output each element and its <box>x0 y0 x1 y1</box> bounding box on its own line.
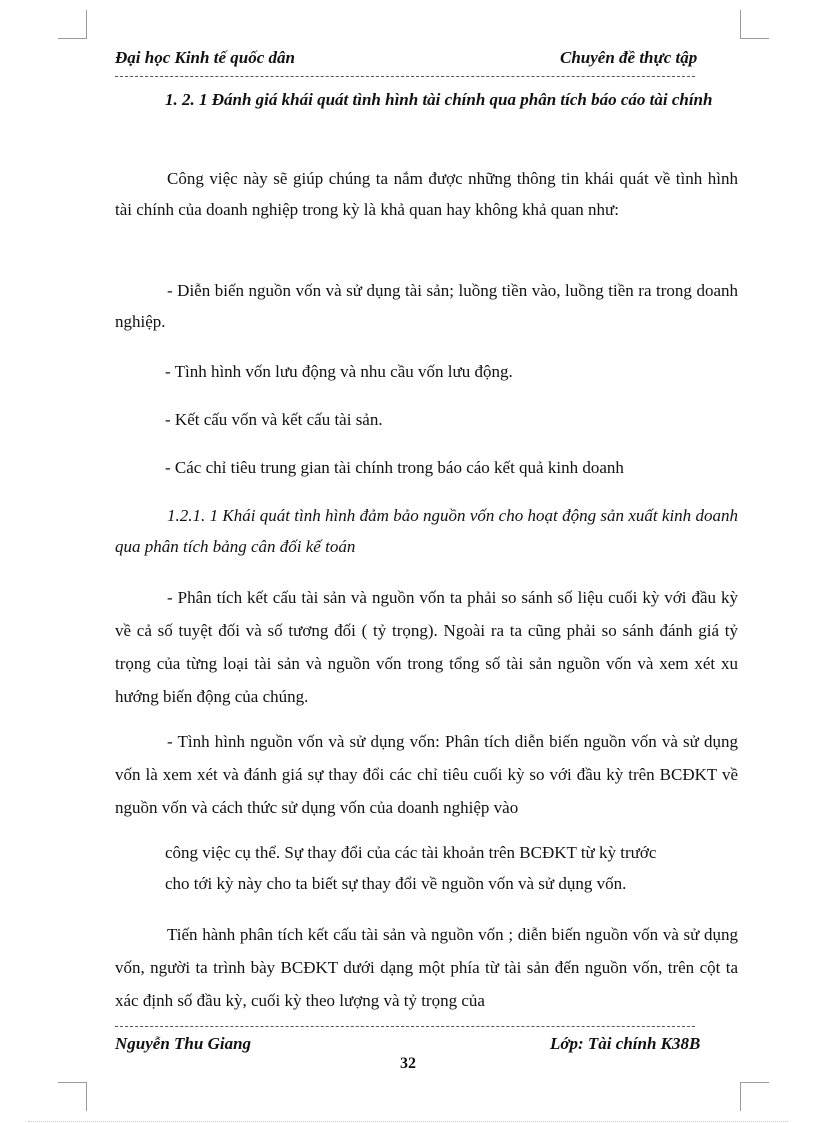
bullet-working-capital: - Tình hình vốn lưu động và nhu cầu vốn lưu động. <box>165 362 513 381</box>
page-number: 32 <box>400 1055 416 1072</box>
crop-mark-bottom-left <box>58 1082 87 1111</box>
paragraph-account-changes-line1: công việc cụ thể. Sự thay đổi của các tài khoản trên BCĐKT từ kỳ trước <box>165 843 657 862</box>
header-university: Đại học Kinh tế quốc dân <box>115 48 295 67</box>
intro-paragraph: Công việc này sẽ giúp chúng ta nắm được những thông tin khái quát về tình hình tài chính của doanh nghiệp trong kỳ là khả quan hay không khả quan như: <box>115 169 738 219</box>
bullet-structure: - Kết cấu vốn và kết cấu tài sản. <box>165 410 383 429</box>
footer-class: Lớp: Tài chính K38B <box>550 1034 701 1053</box>
header-document-type: Chuyên đề thực tập <box>560 48 698 67</box>
paragraph-structure-analysis: - Phân tích kết cấu tài sản và nguồn vốn ta phải so sánh số liệu cuối kỳ với đầu kỳ về cả số tuyệt đối và số tương đối ( tỷ trọng). Ngoài ra ta cũng phải so sánh đánh giá tỷ trọng của từng loại tài sản và nguồn vốn trong tổng số tài sản nguồn vốn và xem xét xu hướng biến động của chúng. <box>115 588 738 706</box>
crop-mark-top-left <box>58 10 87 39</box>
bullet-intermediate-indicators: - Các chỉ tiêu trung gian tài chính trong báo cáo kết quả kinh doanh <box>165 458 624 477</box>
bullet-cash-flow: - Diễn biến nguồn vốn và sử dụng tài sản; luồng tiền vào, luồng tiền ra trong doanh nghiệp. <box>115 281 738 331</box>
crop-mark-bottom-right <box>740 1082 769 1111</box>
page-edge-dotted-line <box>28 1121 788 1122</box>
footer-author: Nguyễn Thu Giang <box>115 1034 252 1053</box>
paragraph-capital-usage: - Tình hình nguồn vốn và sử dụng vốn: Phân tích diễn biến nguồn vốn và sử dụng vốn là xem xét và đánh giá sự thay đổi các chỉ tiêu cuối kỳ so với đầu kỳ trên BCĐKT về nguồn vốn và cách thức sử dụng vốn của doanh nghiệp vào <box>115 732 738 817</box>
crop-mark-top-right <box>740 10 769 39</box>
section-heading: 1. 2. 1 Đánh giá khái quát tình hình tài chính qua phân tích báo cáo tài chính <box>165 90 713 109</box>
paragraph-presentation: Tiến hành phân tích kết cấu tài sản và nguồn vốn ; diễn biến nguồn vốn và sử dụng vốn, người ta trình bày BCĐKT dưới dạng một phía từ tài sản đến nguồn vốn, trên cột ta xác định số đầu kỳ, cuối kỳ theo lượng và tỷ trọng của <box>115 925 738 1010</box>
footer-divider <box>115 1026 695 1027</box>
paragraph-account-changes-line2: cho tới kỳ này cho ta biết sự thay đổi về nguồn vốn và sử dụng vốn. <box>165 874 627 893</box>
header-divider <box>115 76 695 77</box>
subsection-heading: 1.2.1. 1 Khái quát tình hình đảm bảo nguồn vốn cho hoạt động sản xuất kinh doanh qua phân tích bảng cân đối kế toán <box>115 506 738 556</box>
